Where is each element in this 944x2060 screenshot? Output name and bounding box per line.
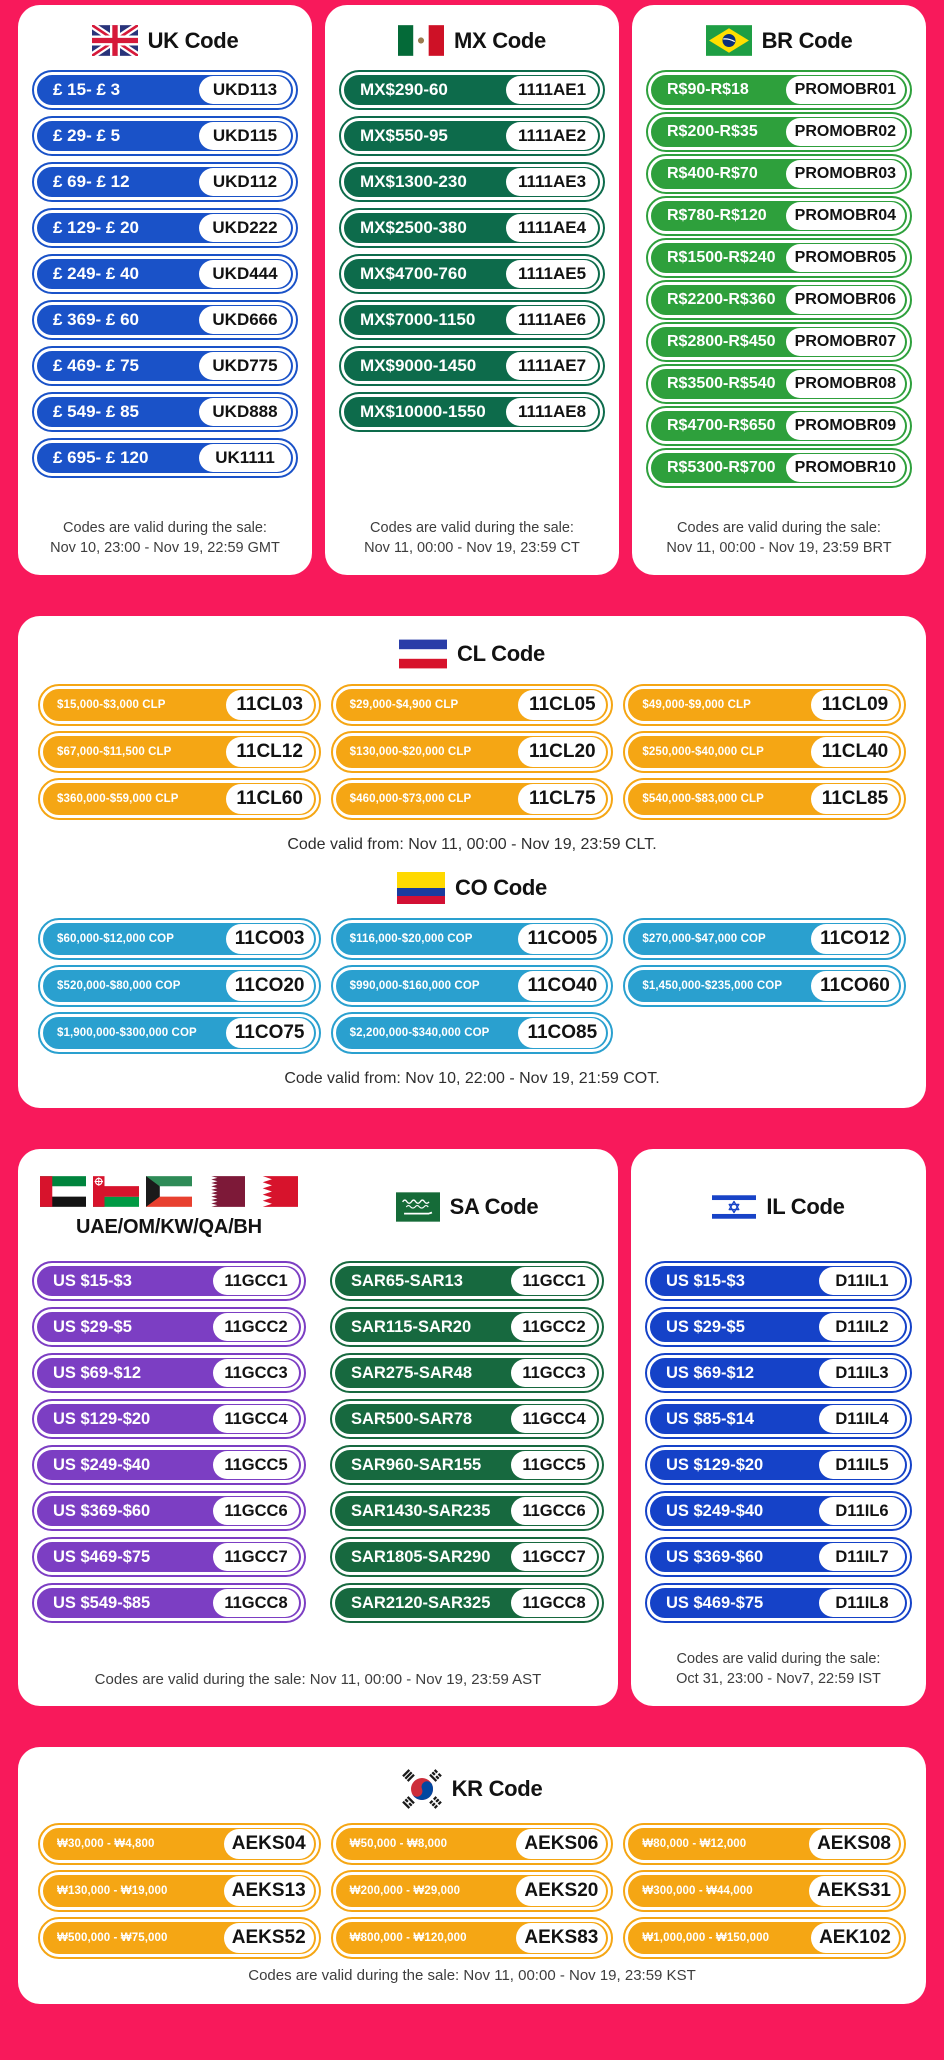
coupon-amount: R$1500-R$240 xyxy=(667,249,776,266)
coupon-pill[interactable] xyxy=(332,1263,602,1299)
coupon-code[interactable]: 11GCC2 xyxy=(213,1313,299,1341)
kr-validity-note: Codes are valid during the sale: Nov 11, 00:00 - Nov 19, 23:59 KST xyxy=(248,1967,696,1984)
coupon-pill[interactable] xyxy=(648,450,910,486)
coupon-pill[interactable] xyxy=(332,1401,602,1437)
coupon-code[interactable]: UKD112 xyxy=(199,168,291,196)
mx-card-header xyxy=(335,25,609,56)
coupon-amount: US $369-$60 xyxy=(666,1547,764,1566)
coupon-code[interactable]: AEKS13 xyxy=(224,1876,314,1906)
coupon-amount: MX$2500-380 xyxy=(360,218,467,237)
coupon-amount: $360,000-$59,000 CLP xyxy=(57,793,179,805)
coupon-amount: US $15-$3 xyxy=(53,1271,132,1290)
coupon-code[interactable]: D11IL8 xyxy=(819,1589,905,1617)
coupon-code[interactable]: UKD888 xyxy=(199,398,291,426)
coupon-code[interactable]: UKD775 xyxy=(199,352,291,380)
cl-section-title: CL Code xyxy=(457,641,545,666)
gcc-coupon-list xyxy=(28,1261,310,1623)
coupon-pill[interactable] xyxy=(34,72,296,108)
coupon-amount: R$780-R$120 xyxy=(667,207,767,224)
coupon-pill[interactable] xyxy=(648,240,910,276)
coupon-amount: MX$9000-1450 xyxy=(360,356,477,375)
coupon-amount: MX$7000-1150 xyxy=(360,310,476,329)
coupon-amount: $130,000-$20,000 CLP xyxy=(349,746,472,758)
coupon-pill[interactable] xyxy=(647,1263,910,1299)
sa-coupon-list xyxy=(326,1261,608,1623)
coupon-amount: $1,450,000-$235,000 COP xyxy=(642,980,783,992)
uk-coupon-list xyxy=(28,70,302,478)
bahrain-flag-icon xyxy=(252,1176,298,1207)
coupon-pill[interactable] xyxy=(647,1539,910,1575)
coupon-code[interactable]: AEKS08 xyxy=(809,1829,899,1859)
coupon-amount: US $549-$85 xyxy=(53,1593,151,1612)
coupon-pill[interactable] xyxy=(34,1355,304,1391)
coupon-pill[interactable] xyxy=(341,210,603,246)
coupon-amount: US $129-$20 xyxy=(53,1409,151,1428)
kuwait-flag-icon xyxy=(146,1176,192,1207)
coupon-code[interactable]: D11IL3 xyxy=(819,1359,905,1387)
coupon-pill[interactable] xyxy=(333,686,612,724)
coupon-code[interactable]: 11GCC8 xyxy=(213,1589,299,1617)
co-section-title: CO Code xyxy=(454,875,547,900)
coupon-code[interactable]: 1111AE6 xyxy=(506,306,598,334)
coupon-amount: R$90-R$18 xyxy=(667,81,749,98)
coupon-code[interactable]: UKD222 xyxy=(199,214,291,242)
co-section-header xyxy=(30,872,914,904)
coupon-code[interactable]: 11CL12 xyxy=(226,737,314,767)
coupon-pill[interactable] xyxy=(625,1919,904,1957)
coupon-amount: SAR115-SAR20 xyxy=(351,1317,472,1336)
coupon-code[interactable]: PROMOBR08 xyxy=(786,370,905,398)
coupon-pill[interactable] xyxy=(333,967,612,1005)
coupon-pill[interactable] xyxy=(40,1825,319,1863)
coupon-pill[interactable] xyxy=(34,164,296,200)
coupon-code[interactable]: AEKS06 xyxy=(516,1829,606,1859)
coupon-code[interactable]: 11CL85 xyxy=(811,784,899,814)
qatar-flag-icon xyxy=(199,1176,245,1207)
coupon-code[interactable]: 11CO75 xyxy=(226,1018,314,1048)
coupon-code[interactable]: D11IL5 xyxy=(819,1451,905,1479)
coupon-code[interactable]: 11CO85 xyxy=(518,1018,606,1048)
coupon-amount: £ 369- £ 60 xyxy=(53,310,140,329)
coupon-code[interactable]: 1111AE8 xyxy=(506,398,598,426)
coupon-amount: SAR1430-SAR235 xyxy=(351,1501,491,1520)
coupon-code[interactable]: D11IL2 xyxy=(819,1313,905,1341)
coupon-amount: US $249-$40 xyxy=(53,1455,151,1474)
coupon-code[interactable]: UKD115 xyxy=(199,122,291,150)
coupon-code[interactable]: 11GCC3 xyxy=(511,1359,597,1387)
coupon-code[interactable]: 11GCC4 xyxy=(213,1405,299,1433)
coupon-amount: SAR960-SAR155 xyxy=(351,1455,482,1474)
coupon-pill[interactable] xyxy=(333,733,612,771)
coupon-pill[interactable] xyxy=(34,210,296,246)
mx-card-title: MX Code xyxy=(453,27,546,53)
coupon-code[interactable]: 11GCC1 xyxy=(511,1267,597,1295)
il-validity-note: Codes are valid during the sale: Oct 31, 23:00 - Nov7, 22:59 IST xyxy=(676,1650,881,1688)
coupon-amount: R$4700-R$650 xyxy=(667,417,776,434)
coupon-code[interactable]: PROMOBR03 xyxy=(786,160,905,188)
coupon-pill[interactable] xyxy=(333,920,612,958)
coupon-amount: ₩30,000 - ₩4,800 xyxy=(57,1838,155,1850)
coupon-pill[interactable] xyxy=(34,348,296,384)
br-card-title: BR Code xyxy=(761,27,853,53)
cl-co-card xyxy=(18,616,926,1108)
coupon-amount: $990,000-$160,000 COP xyxy=(349,980,480,992)
coupon-amount: $60,000-$12,000 COP xyxy=(57,933,174,945)
coupon-pill[interactable] xyxy=(648,156,910,192)
coupon-amount: £ 29- £ 5 xyxy=(53,126,121,145)
coupon-code[interactable]: 11GCC7 xyxy=(213,1543,299,1571)
coupon-pill[interactable] xyxy=(625,780,904,818)
coupon-pill[interactable] xyxy=(34,440,296,476)
gcc-sa-card xyxy=(18,1149,618,1706)
coupon-amount: $460,000-$73,000 CLP xyxy=(349,793,472,805)
gcc-header xyxy=(28,1163,310,1251)
coupon-pill[interactable] xyxy=(40,780,319,818)
coupon-pill[interactable] xyxy=(648,198,910,234)
coupon-amount: $116,000-$20,000 COP xyxy=(349,933,473,945)
coupon-code[interactable]: 11GCC4 xyxy=(511,1405,597,1433)
coupon-code[interactable]: PROMOBR04 xyxy=(786,202,905,230)
coupon-pill[interactable] xyxy=(34,256,296,292)
coupon-amount: US $69-$12 xyxy=(53,1363,142,1382)
coupon-code[interactable]: 11CO03 xyxy=(226,924,314,954)
coupon-amount: £ 469- £ 75 xyxy=(53,356,140,375)
coupon-pill[interactable] xyxy=(333,780,612,818)
coupon-code[interactable]: 11CL40 xyxy=(811,737,899,767)
coupon-pill[interactable] xyxy=(34,1585,304,1621)
coupon-code[interactable]: 11CO60 xyxy=(811,971,899,1001)
coupon-amount: SAR1805-SAR290 xyxy=(351,1547,491,1566)
coupon-pill[interactable] xyxy=(647,1309,910,1345)
coupon-amount: $49,000-$9,000 CLP xyxy=(642,699,751,711)
coupon-pill[interactable] xyxy=(332,1493,602,1529)
coupon-pill[interactable] xyxy=(341,348,603,384)
coupon-amount: R$200-R$35 xyxy=(667,123,758,140)
coupon-amount: US $69-$12 xyxy=(666,1363,755,1382)
coupon-amount: ₩1,000,000 - ₩150,000 xyxy=(642,1932,770,1944)
coupon-amount: $2,200,000-$340,000 COP xyxy=(349,1027,490,1039)
coupon-code[interactable]: D11IL4 xyxy=(819,1405,905,1433)
coupon-amount: R$400-R$70 xyxy=(667,165,758,182)
coupon-code[interactable]: 1111AE2 xyxy=(506,122,598,150)
kr-card-header xyxy=(30,1769,914,1809)
coupon-pill[interactable] xyxy=(40,1919,319,1957)
coupon-amount: $29,000-$4,900 CLP xyxy=(349,699,459,711)
coupon-amount: R$2800-R$450 xyxy=(667,333,776,350)
coupon-pill[interactable] xyxy=(648,72,910,108)
colombia-flag-icon xyxy=(397,872,445,904)
coupon-code[interactable]: 11CL05 xyxy=(518,690,606,720)
coupon-amount: R$3500-R$540 xyxy=(667,375,776,392)
uk-validity-note: Codes are valid during the sale: Nov 10, 23:00 - Nov 19, 22:59 GMT xyxy=(50,519,280,557)
coupon-pill[interactable] xyxy=(40,733,319,771)
uk-code-card xyxy=(18,5,312,575)
coupon-code[interactable]: 1111AE3 xyxy=(506,168,598,196)
coupon-amount: $67,000-$11,500 CLP xyxy=(57,746,172,758)
israel-flag-icon xyxy=(712,1192,756,1222)
il-header xyxy=(641,1163,916,1251)
coupon-code[interactable]: 11CL03 xyxy=(226,690,314,720)
coupon-amount: R$5300-R$700 xyxy=(667,459,776,476)
coupon-code[interactable]: AEKS83 xyxy=(516,1923,606,1953)
coupon-pill[interactable] xyxy=(332,1539,602,1575)
coupon-amount: $540,000-$83,000 CLP xyxy=(642,793,764,805)
coupon-amount: ₩50,000 - ₩8,000 xyxy=(349,1838,448,1850)
coupon-pill[interactable] xyxy=(34,1447,304,1483)
coupon-amount: £ 69- £ 12 xyxy=(53,172,130,191)
coupon-code[interactable]: 11GCC5 xyxy=(511,1451,597,1479)
kr-coupon-grid xyxy=(30,1823,914,1959)
south-korea-flag-icon xyxy=(402,1769,442,1809)
coupon-pill[interactable] xyxy=(648,282,910,318)
coupon-amount: £ 249- £ 40 xyxy=(53,264,140,283)
coupon-amount: $1,900,000-$300,000 COP xyxy=(57,1027,197,1039)
coupon-amount: R$2200-R$360 xyxy=(667,291,776,308)
coupon-code[interactable]: 11GCC2 xyxy=(511,1313,597,1341)
coupon-pill[interactable] xyxy=(332,1585,602,1621)
coupon-code[interactable]: 11GCC3 xyxy=(213,1359,299,1387)
coupon-pill[interactable] xyxy=(341,302,603,338)
coupon-pill[interactable] xyxy=(648,324,910,360)
br-coupon-list xyxy=(642,70,916,488)
coupon-pill[interactable] xyxy=(332,1309,602,1345)
coupon-amount: MX$10000-1550 xyxy=(360,402,486,421)
coupon-code[interactable]: 11CL75 xyxy=(518,784,606,814)
br-card-header xyxy=(642,25,916,56)
cl-validity-note: Code valid from: Nov 11, 00:00 - Nov 19, 23:59 CLT. xyxy=(287,836,657,853)
coupon-code[interactable]: PROMOBR09 xyxy=(786,412,905,440)
coupon-code[interactable]: 11GCC8 xyxy=(511,1589,597,1617)
coupon-pill[interactable] xyxy=(648,366,910,402)
coupon-pill[interactable] xyxy=(625,1825,904,1863)
coupon-pill[interactable] xyxy=(333,1014,612,1052)
coupon-code[interactable]: 11CO12 xyxy=(811,924,899,954)
coupon-pill[interactable] xyxy=(647,1493,910,1529)
coupon-code[interactable]: UK1111 xyxy=(199,444,291,472)
chile-flag-icon xyxy=(399,638,447,670)
coupon-code[interactable]: PROMOBR02 xyxy=(786,118,905,146)
coupon-code[interactable]: PROMOBR07 xyxy=(786,328,905,356)
coupon-amount: US $469-$75 xyxy=(53,1547,151,1566)
top-cards-row xyxy=(18,5,926,575)
coupon-pill[interactable] xyxy=(332,1355,602,1391)
co-validity-note: Code valid from: Nov 10, 22:00 - Nov 19, 21:59 COT. xyxy=(284,1070,660,1087)
coupon-code[interactable]: UKD666 xyxy=(199,306,291,334)
coupon-pill[interactable] xyxy=(341,72,603,108)
br-code-card xyxy=(632,5,926,575)
coupon-code[interactable]: 11GCC6 xyxy=(511,1497,597,1525)
coupon-amount: MX$1300-230 xyxy=(360,172,467,191)
uk-card-title: UK Code xyxy=(147,27,239,53)
mexico-flag-icon xyxy=(398,25,444,56)
coupon-code[interactable]: 11GCC6 xyxy=(213,1497,299,1525)
coupon-pill[interactable] xyxy=(34,118,296,154)
coupon-code[interactable]: AEK102 xyxy=(811,1923,899,1953)
coupon-code[interactable]: 11CL20 xyxy=(518,737,606,767)
coupon-pill[interactable] xyxy=(34,1539,304,1575)
cl-section-header xyxy=(30,638,914,670)
uae-flag-icon xyxy=(40,1176,86,1207)
coupon-pill[interactable] xyxy=(333,1872,612,1910)
coupon-amount: £ 695- £ 120 xyxy=(53,448,149,467)
coupon-amount: ₩200,000 - ₩29,000 xyxy=(349,1885,461,1897)
coupon-pill[interactable] xyxy=(647,1355,910,1391)
il-title: IL Code xyxy=(766,1194,845,1219)
coupon-amount: $520,000-$80,000 COP xyxy=(57,980,181,992)
coupon-amount: MX$290-60 xyxy=(360,80,448,99)
coupon-amount: $15,000-$3,000 CLP xyxy=(57,699,166,711)
coupon-pill[interactable] xyxy=(34,1401,304,1437)
coupon-code[interactable]: AEKS20 xyxy=(516,1876,606,1906)
coupon-pill[interactable] xyxy=(341,118,603,154)
coupon-code[interactable]: 11GCC7 xyxy=(511,1543,597,1571)
coupon-pill[interactable] xyxy=(625,733,904,771)
coupon-amount: US $249-$40 xyxy=(666,1501,764,1520)
coupon-pill[interactable] xyxy=(647,1401,910,1437)
coupon-code[interactable]: D11IL6 xyxy=(819,1497,905,1525)
kr-card-title: KR Code xyxy=(451,1776,543,1801)
saudi-flag-icon xyxy=(396,1192,440,1222)
coupon-pill[interactable] xyxy=(341,164,603,200)
coupon-amount: ₩80,000 - ₩12,000 xyxy=(642,1838,747,1850)
coupon-pill[interactable] xyxy=(333,1825,612,1863)
coupon-amount: £ 15- £ 3 xyxy=(53,80,121,99)
coupon-amount: $250,000-$40,000 CLP xyxy=(642,746,764,758)
coupon-pill[interactable] xyxy=(625,920,904,958)
coupon-code[interactable]: 1111AE1 xyxy=(506,76,598,104)
coupon-code[interactable]: PROMOBR06 xyxy=(786,286,905,314)
coupon-amount: US $369-$60 xyxy=(53,1501,151,1520)
coupon-code[interactable]: 1111AE5 xyxy=(506,260,598,288)
coupon-amount: £ 549- £ 85 xyxy=(53,402,140,421)
gcc-sa-validity-note: Codes are valid during the sale: Nov 11, 00:00 - Nov 19, 23:59 AST xyxy=(94,1671,542,1688)
sa-header xyxy=(326,1163,608,1251)
mx-coupon-list xyxy=(335,70,609,432)
uk-card-header xyxy=(28,25,302,56)
coupon-code[interactable]: PROMOBR10 xyxy=(786,454,905,482)
coupon-pill[interactable] xyxy=(40,920,319,958)
coupon-amount: MX$4700-760 xyxy=(360,264,467,283)
coupon-pill[interactable] xyxy=(647,1447,910,1483)
coupon-pill[interactable] xyxy=(625,1872,904,1910)
coupon-code[interactable]: AEKS31 xyxy=(809,1876,899,1906)
coupon-pill[interactable] xyxy=(647,1585,910,1621)
coupon-pill[interactable] xyxy=(34,1493,304,1529)
coupon-code[interactable]: 11CO05 xyxy=(518,924,606,954)
coupon-pill[interactable] xyxy=(34,394,296,430)
coupon-amount: US $469-$75 xyxy=(666,1593,764,1612)
coupon-code[interactable]: D11IL7 xyxy=(819,1543,905,1571)
co-coupon-grid xyxy=(30,918,914,1054)
il-coupon-list xyxy=(641,1261,916,1623)
coupon-amount: ₩800,000 - ₩120,000 xyxy=(349,1932,467,1944)
coupon-amount: ₩500,000 - ₩75,000 xyxy=(57,1932,168,1944)
coupon-amount: SAR500-SAR78 xyxy=(351,1409,473,1428)
brazil-flag-icon xyxy=(706,25,752,56)
sa-title: SA Code xyxy=(449,1194,539,1219)
coupon-code[interactable]: 1111AE7 xyxy=(506,352,598,380)
coupon-pill[interactable] xyxy=(341,394,603,430)
coupon-amount: £ 129- £ 20 xyxy=(53,218,140,237)
coupon-code[interactable]: 11GCC1 xyxy=(213,1267,299,1295)
mx-code-card xyxy=(325,5,619,575)
gcc-column xyxy=(28,1163,310,1663)
oman-flag-icon xyxy=(93,1176,139,1207)
coupon-amount: SAR2120-SAR325 xyxy=(351,1593,491,1612)
mx-validity-note: Codes are valid during the sale: Nov 11, 00:00 - Nov 19, 23:59 CT xyxy=(364,519,580,557)
coupon-amount: US $85-$14 xyxy=(666,1409,755,1428)
coupon-amount: SAR65-SAR13 xyxy=(351,1271,463,1290)
coupon-pill[interactable] xyxy=(332,1447,602,1483)
coupon-code[interactable]: 11CO40 xyxy=(518,971,606,1001)
coupon-code[interactable]: UKD444 xyxy=(199,260,291,288)
coupon-code[interactable]: D11IL1 xyxy=(819,1267,905,1295)
coupon-pill[interactable] xyxy=(34,1309,304,1345)
coupon-code[interactable]: AEKS04 xyxy=(224,1829,314,1859)
coupon-pill[interactable] xyxy=(648,114,910,150)
coupon-code[interactable]: 11CL60 xyxy=(226,784,314,814)
cl-coupon-grid xyxy=(30,684,914,820)
coupon-pill[interactable] xyxy=(341,256,603,292)
coupon-amount: ₩130,000 - ₩19,000 xyxy=(57,1885,168,1897)
coupon-amount: MX$550-95 xyxy=(360,126,448,145)
coupon-pill[interactable] xyxy=(40,1872,319,1910)
coupon-code[interactable]: PROMOBR01 xyxy=(786,76,905,104)
coupon-code[interactable]: AEKS52 xyxy=(224,1923,314,1953)
coupon-amount: US $15-$3 xyxy=(666,1271,745,1290)
coupon-code[interactable]: 11CO20 xyxy=(226,971,314,1001)
coupon-code[interactable]: UKD113 xyxy=(199,76,291,104)
coupon-amount: SAR275-SAR48 xyxy=(351,1363,473,1382)
coupon-code[interactable]: PROMOBR05 xyxy=(786,244,905,272)
coupon-pill[interactable] xyxy=(333,1919,612,1957)
coupon-code[interactable]: 1111AE4 xyxy=(506,214,598,242)
kr-code-card xyxy=(18,1747,926,2004)
coupon-pill[interactable] xyxy=(625,686,904,724)
coupon-pill[interactable] xyxy=(648,408,910,444)
coupon-pill[interactable] xyxy=(40,967,319,1005)
coupon-pill[interactable] xyxy=(625,967,904,1005)
coupon-pill[interactable] xyxy=(34,1263,304,1299)
coupon-pill[interactable] xyxy=(40,1014,319,1052)
br-validity-note: Codes are valid during the sale: Nov 11, 00:00 - Nov 19, 23:59 BRT xyxy=(666,519,892,557)
coupon-amount: ₩300,000 - ₩44,000 xyxy=(642,1885,753,1897)
il-code-card xyxy=(631,1149,926,1706)
gcc-title: UAE/OM/KW/QA/BH xyxy=(76,1215,262,1238)
coupon-amount: $270,000-$47,000 COP xyxy=(642,933,766,945)
middle-cards-row xyxy=(18,1149,926,1706)
sa-column xyxy=(326,1163,608,1663)
uk-flag-icon xyxy=(92,25,138,56)
coupon-pill[interactable] xyxy=(34,302,296,338)
coupon-amount: US $129-$20 xyxy=(666,1455,764,1474)
coupon-pill[interactable] xyxy=(40,686,319,724)
coupon-amount: US $29-$5 xyxy=(666,1317,745,1336)
coupon-code[interactable]: 11CL09 xyxy=(811,690,899,720)
coupon-amount: US $29-$5 xyxy=(53,1317,132,1336)
coupon-code[interactable]: 11GCC5 xyxy=(213,1451,299,1479)
